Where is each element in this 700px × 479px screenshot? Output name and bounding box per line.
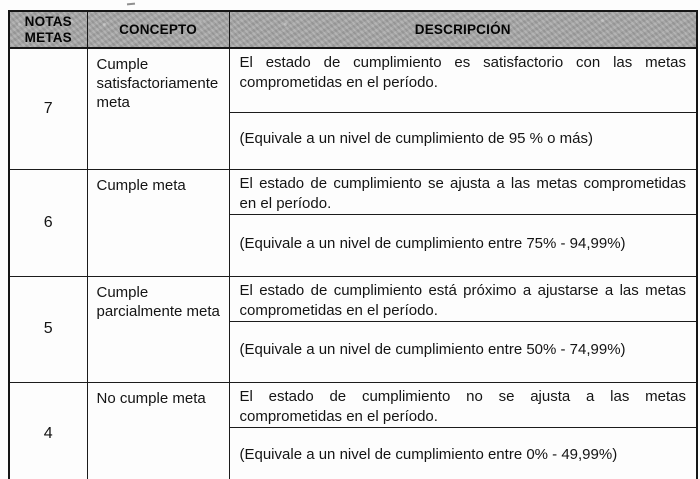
row-descripcion: El estado de cumplimiento es satisfactorio con las metas comprometidas en el período. [229,48,697,112]
table-row [9,169,697,214]
row-concepto: Cumple satisfactoriamente meta [87,48,229,169]
table-body [9,48,697,479]
row-nota: 7 [9,48,87,169]
header-cell-descripcion: DESCRIPCIÓN [229,11,697,48]
table-row [9,276,697,321]
row-nota: 6 [9,169,87,276]
header-row [9,11,697,48]
row-concepto: No cumple meta [87,382,229,479]
row-descripcion: El estado de cumplimiento se ajusta a las metas comprometidas en el período. [229,169,697,214]
row-equivalencia: (Equivale a un nivel de cumplimiento entre 0% - 49,99%) [229,427,697,479]
row-equivalencia: (Equivale a un nivel de cumplimiento entre 50% - 74,99%) [229,321,697,382]
row-descripcion: El estado de cumplimiento está próximo a ajustarse a las metas comprometidas en el período. [229,276,697,321]
table-header [9,11,697,48]
row-descripcion: El estado de cumplimiento no se ajusta a las metas comprometidas en el período. [229,382,697,427]
header-cell-concepto: CONCEPTO [87,11,229,48]
row-equivalencia: (Equivale a un nivel de cumplimiento de 95 % o más) [229,112,697,169]
row-nota: 5 [9,276,87,382]
row-concepto: Cumple parcialmente meta [87,276,229,382]
grading-rubric-table [8,10,698,479]
table-row [9,382,697,427]
row-equivalencia: (Equivale a un nivel de cumplimiento entre 75% - 94,99%) [229,214,697,276]
scan-artifact [127,3,135,6]
row-concepto: Cumple meta [87,169,229,276]
row-nota: 4 [9,382,87,479]
header-cell-notas-metas: NOTAS METAS [9,11,87,48]
table-row [9,48,697,112]
